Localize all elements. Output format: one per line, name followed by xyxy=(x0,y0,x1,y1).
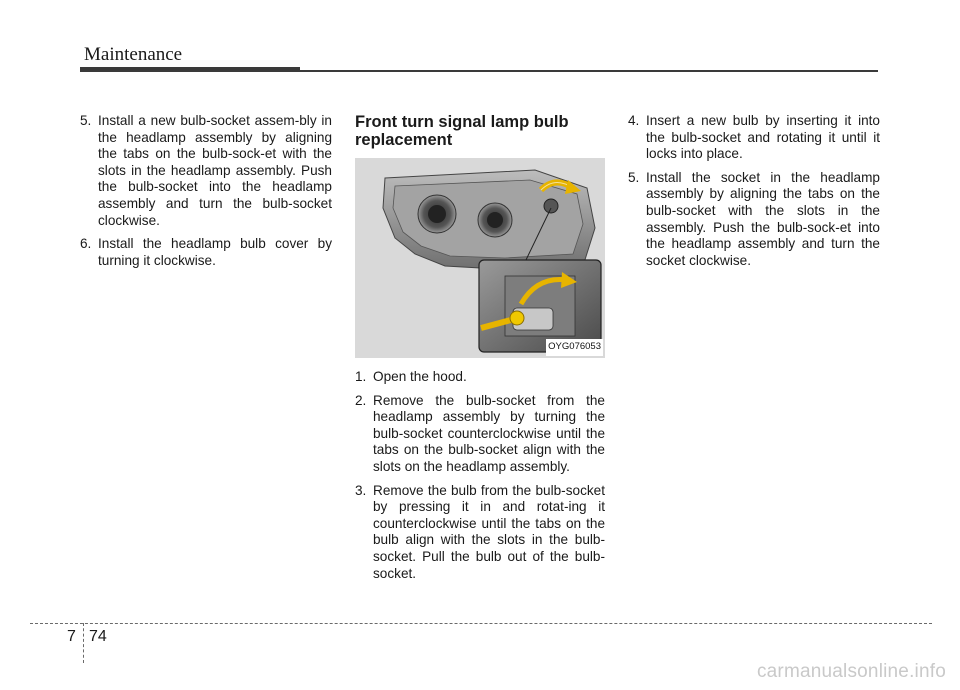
footer-rule xyxy=(30,623,932,624)
footer-divider xyxy=(83,623,84,663)
headlamp-illustration xyxy=(355,158,605,358)
step-number: 5. xyxy=(628,169,640,185)
step-number: 4. xyxy=(628,113,640,128)
step-number: 2. xyxy=(355,392,367,408)
watermark: carmanualsonline.info xyxy=(756,661,946,682)
step-number: 3. xyxy=(355,482,367,498)
step-text: Open the hood. xyxy=(373,369,467,384)
step-text: Install the socket in the headlamp assembly by aligning the tabs on the bulb-socket with the slots in the assembly. Push the bulb-sock-et into the headlamp assembly and turn the socket clockwise. xyxy=(646,169,880,268)
header-rule-thin xyxy=(300,70,878,72)
section-heading: Front turn signal lamp bulb replacement xyxy=(355,113,569,149)
middle-column xyxy=(355,113,605,589)
step-number: 5. xyxy=(80,113,92,128)
page-header-title: Maintenance xyxy=(84,44,183,65)
step-number: 1. xyxy=(355,369,367,384)
right-column xyxy=(628,113,880,276)
middle-step-list xyxy=(355,369,605,582)
step-text: Insert a new bulb by inserting it into the bulb-socket and rotating it until it locks into place. xyxy=(646,113,880,162)
step-item xyxy=(80,236,332,269)
page-number: 74 xyxy=(89,628,107,645)
step-text: Install the headlamp bulb cover by turning it clockwise. xyxy=(98,236,332,268)
right-step-list xyxy=(628,113,880,269)
step-text: Remove the bulb-socket from the headlamp assembly by turning the bulb-socket counterclockwise until the tabs on the bulb-socket align with the slots on the headlamp assembly. xyxy=(373,392,605,474)
chapter-number: 7 xyxy=(67,628,76,645)
step-item xyxy=(355,393,605,476)
step-item xyxy=(628,113,880,163)
step-number: 6. xyxy=(80,236,92,252)
step-text: Remove the bulb from the bulb-socket by pressing it in and rotat-ing it counterclockwise until the tabs on the bulb align with the slots in the bulb-socket. Pull the bulb out of the bulb-socket. xyxy=(373,482,605,581)
left-step-list xyxy=(80,113,332,269)
step-item xyxy=(355,483,605,583)
left-column xyxy=(80,113,332,276)
figure-code: OYG076053 xyxy=(546,339,603,356)
step-item xyxy=(355,369,605,386)
step-item xyxy=(80,113,332,229)
header-rule-thick xyxy=(80,67,300,72)
step-item xyxy=(628,170,880,270)
step-text: Install a new bulb-socket assem-bly in the headlamp assembly by aligning the tabs on the bulb-sock-et with the slots in the headlamp assembly. Push the bulb-socket into the headlamp assembly and turn the bulb-socket clockwise. xyxy=(98,113,332,228)
headlamp-figure xyxy=(355,158,605,358)
